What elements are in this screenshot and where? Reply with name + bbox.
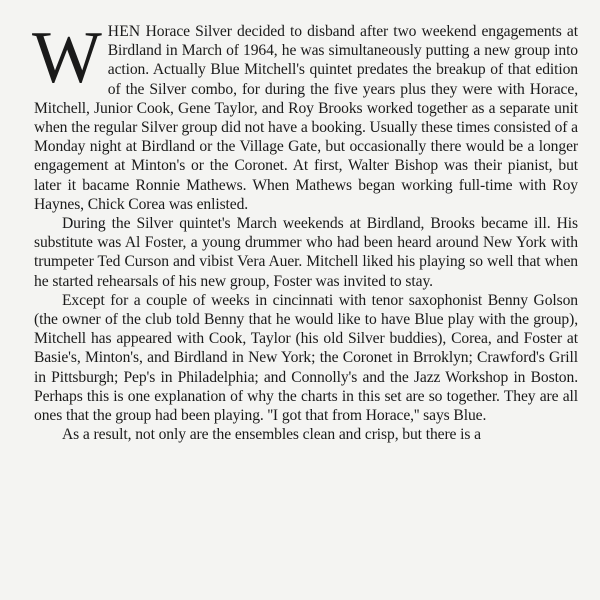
paragraph-4: As a result, not only are the ensembles clean and crisp, but there is a [62, 426, 481, 444]
paragraph-2: During the Silver quintet's March weekends at Birdland, Brooks became ill. His substitute was Al Foster, a young drummer who had been heard around New York with trumpeter Ted Curson and vibist Vera Auer. Mitchell liked his playing so well that when he started rehearsals of his new group, Foster was invited to stay. [34, 215, 578, 290]
paragraph-3: Except for a couple of weeks in cincinnati with tenor saxophonist Benny Golson (the owner of the club told Benny that he would like to have Blue play with the group), Mitchell has appeared with Cook, Taylor (his old Silver buddies), Corea, and Foster at Basie's, Minton's, and Birdland in New York; the Coronet in Brroklyn; Crawford's Grill in Pittsburgh; Pep's in Philadelphia; and Connolly's and the Jazz Workshop in Boston. Perhaps this is one explanation of why the charts in this set are so together. They are all ones that the group had been playing. ''I got that from Horace,'' says Blue. [34, 291, 578, 425]
paragraph-1-text: Horace Silver decided to disband after two weekend engagements at Birdland in March of 1964, he was simultaneously putting a new group into action. Actually Blue Mitchell's quintet predates the breakup of that edition of the Silver combo, for during the five years plus they were with Horace, Mitchell, Junior Cook, Gene Taylor, and Roy Brooks worked together as a separate unit when the regular Silver group did not have a booking. Usually these times consisted of a Monday night at Birdland or the Village Gate, but occasionally there would be a longer engagement at Minton's or the Coronet. At first, Walter Bishop was their pianist, but later it bacame Ronnie Mathews. When Mathews began working full-time with Roy Haynes, Chick Corea was enlisted. [34, 23, 578, 213]
paragraph-1 [32, 17, 578, 214]
drop-cap: W [32, 17, 102, 99]
lead-in: HEN [107, 23, 141, 40]
